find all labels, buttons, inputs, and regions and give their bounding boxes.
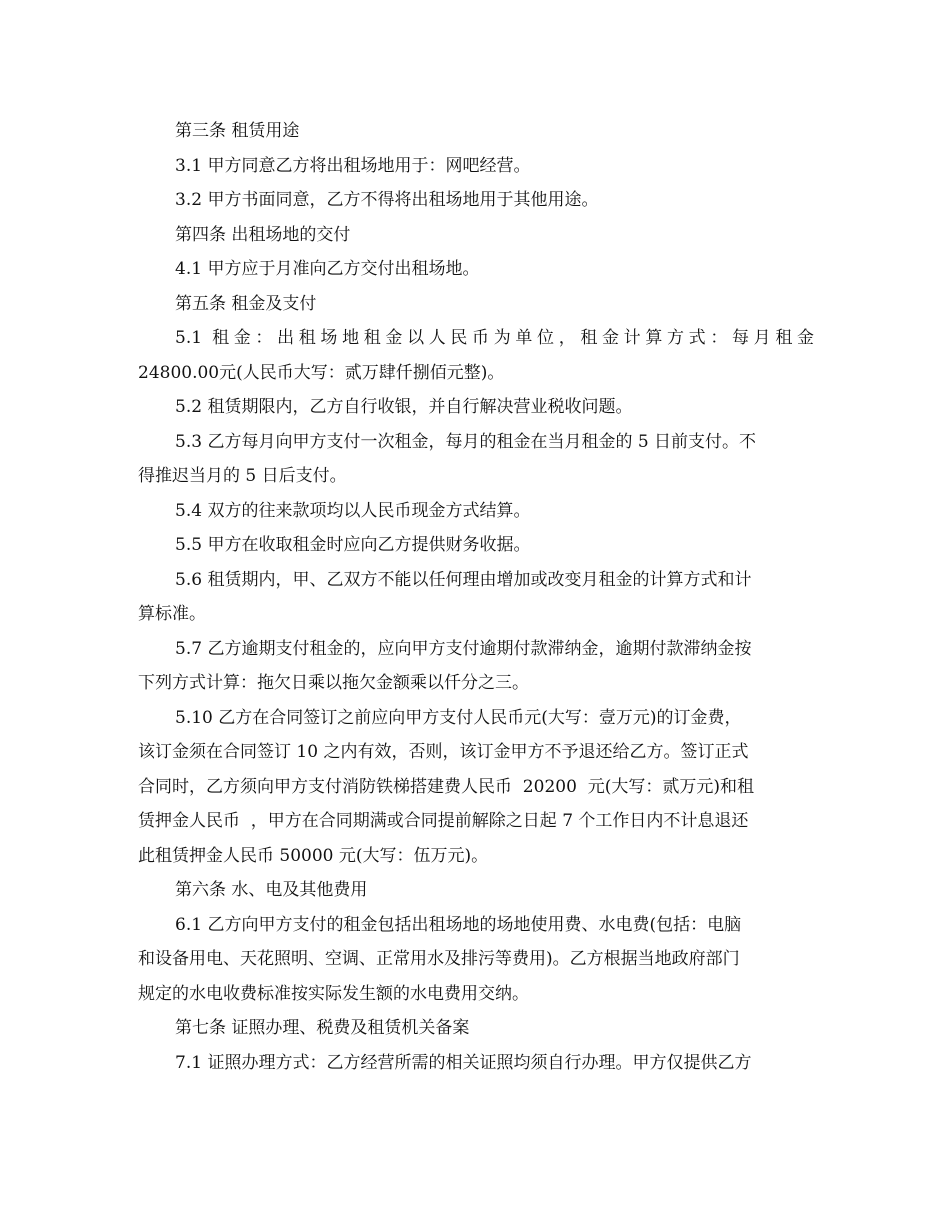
clause-continuation: 下列方式计算：拖欠日乘以拖欠金额乘以仟分之三。 — [138, 673, 529, 693]
clause-continuation: 赁押金人民币 ，甲方在合同期满或合同提前解除之日起 7 个工作日内不计息退还 — [138, 811, 749, 831]
clause-line: 3.2 甲方书面同意，乙方不得将出租场地用于其他用途。 — [175, 190, 599, 210]
clause-continuation: 24800.00元(人民币大写：贰万肆仟捌佰元整)。 — [138, 362, 505, 383]
article-heading: 第七条 证照办理、税费及租赁机关备案 — [175, 1018, 470, 1038]
article-heading: 第五条 租金及支付 — [175, 293, 317, 314]
document-page — [138, 114, 814, 1080]
clause-continuation: 合同时，乙方须向甲方支付消防铁梯搭建费人民币 20200 元(大写：贰万元)和租 — [138, 776, 754, 797]
clause-line: 5.10 乙方在合同签订之前应向甲方支付人民币元(大写：壹万元)的订金费， — [175, 707, 742, 728]
clause-continuation: 此租赁押金人民币 50000 元(大写：伍万元)。 — [138, 845, 489, 866]
article-heading: 第三条 租赁用途 — [175, 121, 300, 141]
clause-line: 5.6 租赁期内，甲、乙双方不能以任何理由增加或改变月租金的计算方式和计 — [175, 569, 752, 590]
clause-line: 5.3 乙方每月向甲方支付一次租金，每月的租金在当月租金的 5 日前支付。不 — [175, 431, 757, 452]
clause-line: 6.1 乙方向甲方支付的租金包括出租场地的场地使用费、水电费(包括：电脑 — [175, 914, 742, 935]
clause-line: 7.1 证照办理方式：乙方经营所需的相关证照均须自行办理。甲方仅提供乙方 — [175, 1052, 752, 1073]
clause-line: 5.4 双方的往来款项均以人民币现金方式结算。 — [175, 500, 531, 521]
clause-line: 3.1 甲方同意乙方将出租场地用于：网吧经营。 — [175, 155, 531, 176]
clause-line: 5.1 租金：出租场地租金以人民币为单位，租金计算方式：每月租金 — [175, 328, 814, 348]
clause-line: 4.1 甲方应于月准向乙方交付出租场地。 — [175, 259, 480, 279]
clause-continuation: 算标准。 — [138, 604, 206, 624]
clause-continuation: 和设备用电、天花照明、空调、正常用水及排污等费用)。乙方根据当地政府部门 — [138, 949, 740, 969]
clause-line: 5.7 乙方逾期支付租金的，应向甲方支付逾期付款滞纳金，逾期付款滞纳金按 — [175, 638, 752, 659]
article-heading: 第四条 出租场地的交付 — [175, 224, 351, 245]
clause-continuation: 该订金须在合同签订 10 之内有效，否则，该订金甲方不予退还给乙方。签订正式 — [138, 742, 749, 762]
article-heading: 第六条 水、电及其他费用 — [175, 880, 368, 900]
clause-continuation: 规定的水电收费标准按实际发生额的水电费用交纳。 — [138, 983, 529, 1004]
clause-continuation: 得推迟当月的 5 日后支付。 — [138, 466, 347, 486]
clause-line: 5.2 租赁期限内，乙方自行收银，并自行解决营业税收问题。 — [175, 397, 633, 417]
clause-line: 5.5 甲方在收取租金时应向乙方提供财务收据。 — [175, 535, 531, 555]
